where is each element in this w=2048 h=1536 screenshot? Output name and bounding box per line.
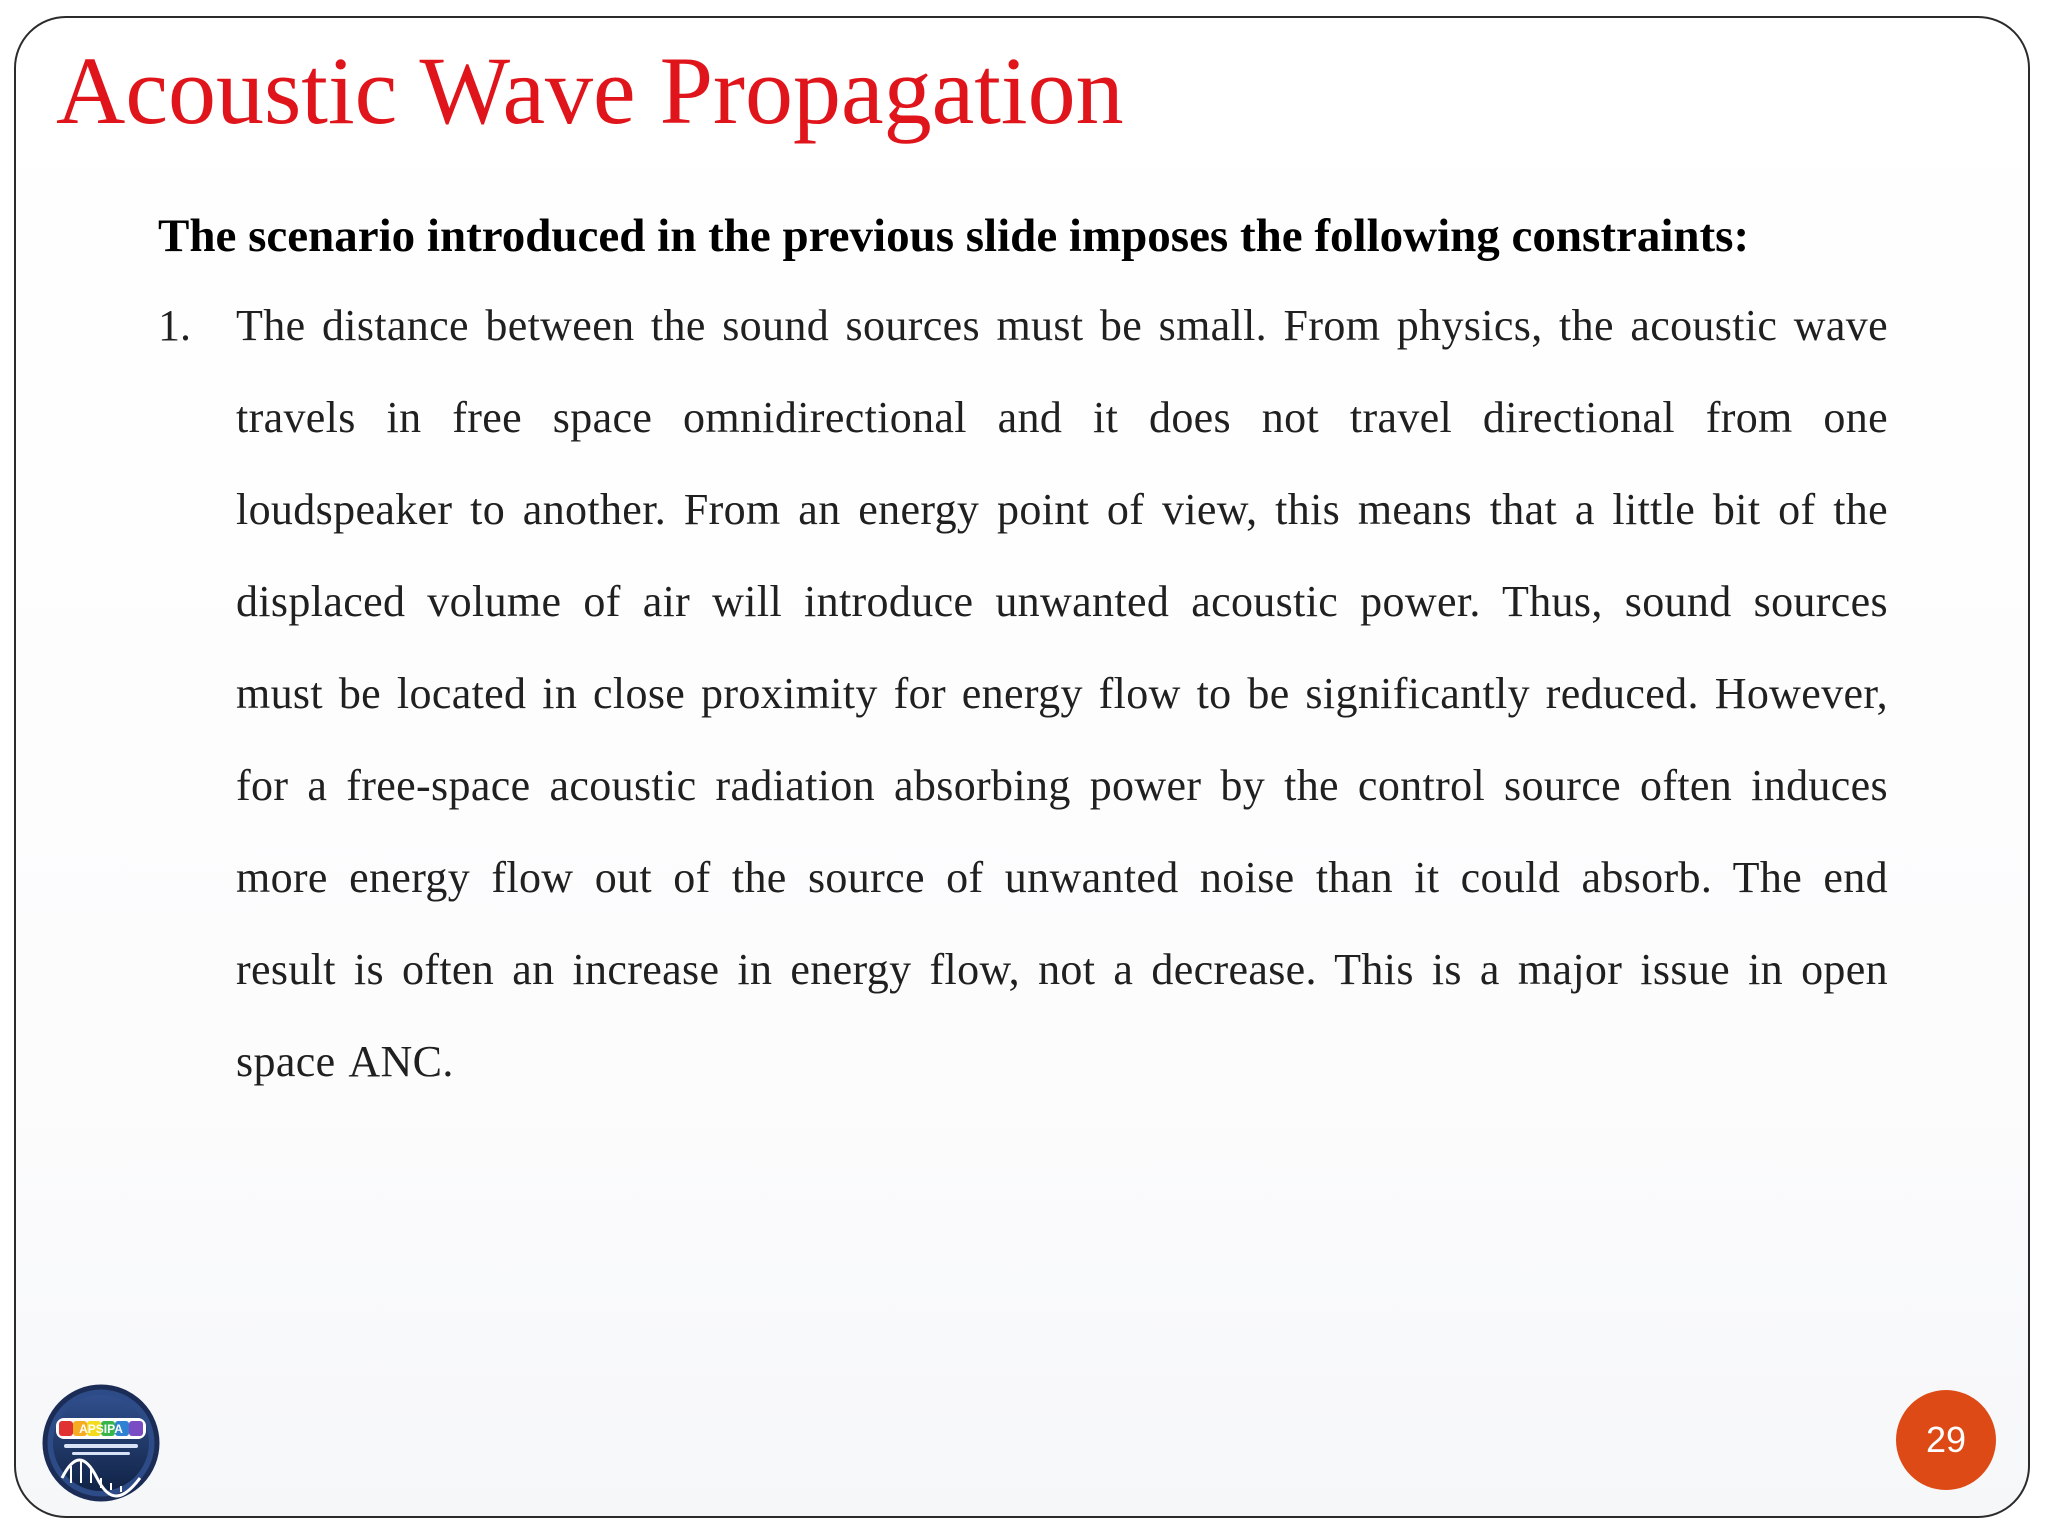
constraint-item-1 (158, 280, 1888, 1108)
page-number-badge: 29 (1896, 1390, 1996, 1490)
constraint-text-1: The distance between the sound sources must be small. From physics, the acoustic wave travels in free space omnidirectional and it does not travel directional from one loudspeaker to another. From an energy point of view, this means that a little bit of the displaced volume of air will introduce unwanted acoustic power. Thus, sound sources must be located in close proximity for energy flow to be significantly reduced. However, for a free-space acoustic radiation absorbing power by the control source often induces more energy flow out of the source of unwanted noise than it could absorb. The end result is often an increase in energy flow, not a decrease. This is a major issue in open space ANC. (236, 301, 1888, 1086)
logo-wordmark: APSIPA (79, 1422, 123, 1436)
slide-title: Acoustic Wave Propagation (56, 37, 1124, 144)
apsipa-logo-icon (40, 1382, 162, 1504)
constraint-number-1: 1. (158, 301, 191, 350)
slide-frame (14, 16, 2030, 1518)
constraints-intro: The scenario introduced in the previous slide imposes the following constraints: (158, 210, 1750, 262)
